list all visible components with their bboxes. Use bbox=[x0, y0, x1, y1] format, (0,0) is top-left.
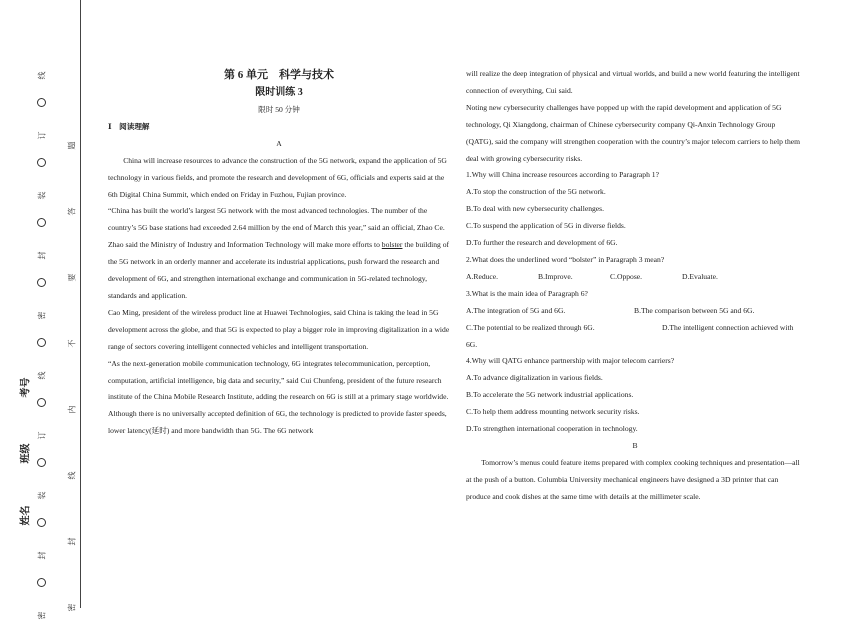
paragraph-6-continued: will realize the deep integration of physical and virtual worlds, and build a new world featuring the intelligent connection of everything, Cui said. bbox=[466, 69, 800, 95]
binding-char: 线 bbox=[67, 471, 77, 480]
answer-option[interactable]: C.Oppose. bbox=[610, 271, 643, 281]
binding-char: 装 bbox=[37, 191, 47, 200]
passage-a-letter: A bbox=[276, 138, 282, 148]
binding-char: 题 bbox=[67, 141, 77, 150]
section-heading: Ⅰ 阅读理解 bbox=[108, 121, 150, 131]
answer-option[interactable]: A.To advance digitalization in various fields. bbox=[466, 373, 603, 383]
question-3 bbox=[466, 286, 804, 354]
answer-option[interactable]: D.To further the research and development of 6G. bbox=[466, 238, 618, 248]
answer-option[interactable]: B.The comparison between 5G and 6G. bbox=[634, 305, 755, 315]
binding-hole bbox=[37, 398, 46, 407]
binding-char: 订 bbox=[37, 131, 47, 140]
underlined-word: bolster bbox=[381, 240, 403, 250]
binding-char: 不 bbox=[67, 339, 77, 348]
binding-char: 装 bbox=[37, 491, 47, 500]
binding-hole bbox=[37, 458, 46, 467]
binding-char: 密 bbox=[37, 611, 47, 620]
answer-option[interactable]: D.To strengthen international cooperation in technology. bbox=[466, 424, 638, 434]
answer-option[interactable]: C.The potential to be realized through 6G. bbox=[466, 322, 595, 332]
question-stem: 3.What is the main idea of Paragraph 6? bbox=[466, 288, 588, 298]
binding-char: 密 bbox=[37, 311, 47, 320]
paragraph-2: “China has built the world’s largest 5G network with the most advanced technologies. The number of the country’s 5G base stations had exceeded 2.64 million by the end of March this year,” said an official, Zhao Ce. bbox=[108, 206, 445, 233]
paragraph-6: Although there is no universally accepted definition of 6G, the technology is predicted to provide faster speeds, lower latency(延时) and more bandwidth than 5G. The 6G network bbox=[108, 409, 447, 436]
paragraph-4: Cao Ming, president of the wireless product line at Huawei Technologies, said China is taking the lead in 5G development across the globe, and that 5G is expected to play a bigger role in improving digitalization in a wide range of sectors covering intelligent connected vehicles and intelligent transportation. bbox=[108, 307, 450, 351]
answer-option[interactable]: C.To suspend the application of 5G in diverse fields. bbox=[466, 221, 626, 231]
binding-char: 订 bbox=[37, 431, 47, 440]
binding-hole bbox=[37, 278, 46, 287]
answer-option[interactable]: A.To stop the construction of the 5G network. bbox=[466, 187, 606, 197]
question-1 bbox=[466, 167, 804, 252]
binding-char: 答 bbox=[67, 207, 77, 216]
binding-line bbox=[80, 0, 81, 608]
binding-hole bbox=[37, 218, 46, 227]
binding-char: 线 bbox=[37, 371, 47, 380]
paragraph-7: Noting new cybersecurity challenges have popped up with the rapid development and application of 5G technology, Qi Xiangdong, chairman of Chinese cybersecurity company Qi-Anxin Technology Group (QATG), said the company will strengthen cooperation with the country’s major telecom carriers to help them deal with growing cybersecurity risks. bbox=[466, 102, 801, 163]
binding-label: 姓名 bbox=[20, 505, 32, 526]
passage-b-paragraph: Tomorrow’s menus could feature items prepared with complex cooking techniques and presentation—all at the push of a button. Columbia University mechanical engineers have designed a 3D printer that can produce and cook dishes at the same time with details at the millimeter scale. bbox=[466, 457, 800, 501]
answer-option[interactable]: D.Evaluate. bbox=[682, 271, 718, 281]
paragraph-5: “As the next-generation mobile communication technology, 6G integrates telecommunication, perception, computation, artificial intelligence, big data and security,” said Cui Chunfeng, president of the future research institute of the China Mobile Research Institute, adding the research on 6G is still at a primary stage worldwide. bbox=[108, 358, 449, 402]
binding-char: 线 bbox=[37, 71, 47, 80]
binding-hole bbox=[37, 578, 46, 587]
question-stem: 4.Why will QATG enhance partnership with major telecom carriers? bbox=[466, 356, 675, 366]
answer-option[interactable]: D.The intelligent connection achieved with 6G. bbox=[466, 322, 794, 349]
binding-char: 封 bbox=[37, 251, 47, 260]
left-column bbox=[108, 66, 450, 440]
answer-option[interactable]: A.The integration of 5G and 6G. bbox=[466, 305, 566, 315]
binding-char: 封 bbox=[37, 551, 47, 560]
answer-option[interactable]: A.Reduce. bbox=[466, 271, 499, 281]
binding-hole bbox=[37, 518, 46, 527]
right-column bbox=[466, 66, 804, 506]
binding-char: 内 bbox=[67, 405, 77, 414]
question-2 bbox=[466, 252, 804, 286]
practice-title: 限时训练 3 bbox=[255, 87, 303, 98]
binding-hole bbox=[37, 98, 46, 107]
binding-hole bbox=[37, 158, 46, 167]
answer-option[interactable]: B.To deal with new cybersecurity challenges. bbox=[466, 204, 605, 214]
answer-option[interactable]: B.Improve. bbox=[538, 271, 573, 281]
paragraph-3: Zhao said the Ministry of Industry and Information Technology will make more efforts to bolster the building of the 5G network in an orderly manner and accelerate its industrial applications, push forward the research and development of 6G, and strengthen international exchange and communication in 5G-related technology, standards and application. bbox=[108, 240, 450, 300]
binding-char: 密 bbox=[67, 603, 77, 612]
binding-char: 封 bbox=[67, 537, 77, 546]
passage-b-letter: B bbox=[632, 440, 638, 450]
answer-option[interactable]: C.To help them address mounting network security risks. bbox=[466, 407, 640, 417]
paragraph-1: China will increase resources to advance the construction of the 5G network, expand the application of 5G technology in various fields, and promote the research and development of 6G, officials and experts said at the 6th Digital China Summit, which ended on Friday in Fuzhou, Fujian province. bbox=[108, 155, 447, 199]
question-list bbox=[466, 167, 804, 438]
answer-option[interactable]: B.To accelerate the 5G network industrial applications. bbox=[466, 390, 634, 400]
binding-char: 要 bbox=[67, 273, 77, 282]
binding-label: 班级 bbox=[20, 443, 32, 464]
question-stem: 2.What does the underlined word “bolster” in Paragraph 3 mean? bbox=[466, 254, 665, 264]
binding-hole bbox=[37, 338, 46, 347]
question-4 bbox=[466, 353, 804, 438]
question-stem: 1.Why will China increase resources according to Paragraph 1? bbox=[466, 170, 659, 180]
time-limit: 限时 50 分钟 bbox=[258, 105, 300, 114]
binding-label: 考号 bbox=[20, 377, 32, 398]
unit-title: 第 6 单元 科学与技术 bbox=[224, 69, 334, 81]
